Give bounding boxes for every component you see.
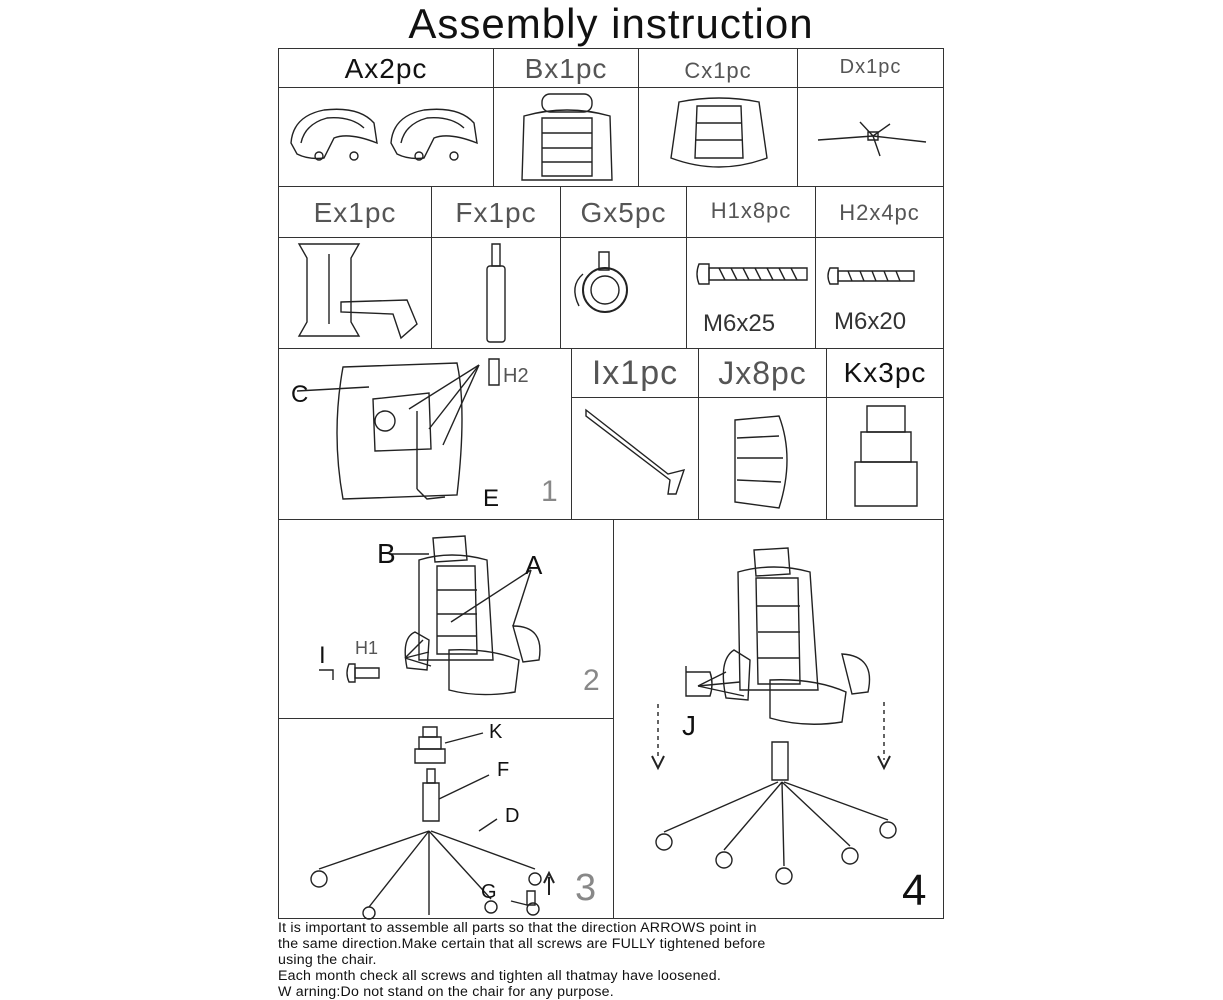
instruction-sheet — [276, 0, 946, 1000]
part-h1-label-cell — [686, 186, 816, 238]
step-2-number: 2 — [583, 664, 600, 697]
part-j-image-cell — [698, 397, 827, 520]
callout-e: E — [483, 485, 500, 512]
backrest-drawing — [494, 88, 640, 188]
part-d-label-cell — [797, 48, 944, 88]
part-c-label-cell — [638, 48, 798, 88]
callout-k: K — [489, 721, 503, 743]
part-a-image-cell — [278, 87, 494, 187]
part-k-label: Kx3pc — [843, 357, 927, 388]
gas-lift-drawing — [432, 238, 562, 350]
callout-c: C — [291, 381, 309, 408]
part-g-label-cell — [560, 186, 687, 238]
bolt-m6x20-drawing — [816, 238, 945, 308]
part-k-label-cell — [826, 348, 944, 398]
part-h2-label: H2x4pc — [839, 200, 920, 225]
caster-drawing — [561, 238, 688, 350]
page-title: Assembly instruction — [408, 0, 814, 47]
note-line-2: the same direction.Make certain that all screws are FULLY tightened before — [278, 936, 766, 952]
part-f-image-cell — [431, 237, 561, 349]
step-3-panel — [278, 718, 614, 919]
step-1-panel — [278, 348, 572, 520]
bolt-m6x25-drawing — [687, 238, 817, 308]
bolt-m6x20-size: M6x20 — [834, 308, 907, 335]
step-3-drawing — [279, 719, 615, 920]
part-i-image-cell — [571, 397, 699, 520]
seat-drawing — [639, 88, 799, 188]
base-drawing — [798, 88, 945, 188]
part-h2-label-cell — [815, 186, 944, 238]
part-a-label: Ax2pc — [344, 53, 428, 84]
part-d-label: Dx1pc — [839, 56, 902, 78]
part-i-label: Ix1pc — [591, 354, 679, 392]
allen-key-drawing — [572, 398, 700, 521]
cap-drawing — [699, 398, 828, 521]
part-g-label: Gx5pc — [580, 197, 667, 228]
step-1-number: 1 — [541, 475, 558, 508]
part-e-label-cell — [278, 186, 432, 238]
part-j-label-cell — [698, 348, 827, 398]
part-g-image-cell — [560, 237, 687, 349]
callout-h1: H1 — [355, 638, 379, 658]
callout-j: J — [682, 710, 696, 741]
part-e-label: Ex1pc — [313, 197, 397, 228]
callout-f: F — [497, 759, 510, 781]
part-d-image-cell — [797, 87, 944, 187]
part-b-image-cell — [493, 87, 639, 187]
callout-h2: H2 — [503, 365, 529, 387]
part-e-image-cell — [278, 237, 432, 349]
part-f-label: Fx1pc — [455, 197, 537, 228]
step-4-panel — [613, 519, 944, 919]
armrest-drawing — [279, 88, 495, 188]
note-line-5: W arning:Do not stand on the chair for any purpose. — [278, 984, 614, 1000]
part-b-label: Bx1pc — [524, 53, 608, 84]
step-3-number: 3 — [575, 867, 597, 909]
step-2-panel — [278, 519, 614, 719]
part-f-label-cell — [431, 186, 561, 238]
step-4-drawing — [614, 520, 945, 920]
callout-g: G — [481, 881, 497, 903]
callout-b: B — [377, 538, 396, 569]
step-2-drawing — [279, 520, 615, 720]
part-h1-image-cell — [686, 237, 816, 349]
part-h1-label: H1x8pc — [710, 198, 792, 223]
bolt-m6x25-size: M6x25 — [703, 310, 776, 337]
mechanism-drawing — [279, 238, 433, 350]
step-4-number: 4 — [902, 866, 927, 915]
spacer-drawing — [827, 398, 945, 521]
callout-d: D — [505, 805, 520, 827]
note-line-4: Each month check all screws and tighten all thatmay have loosened. — [278, 968, 722, 984]
step-1-drawing — [279, 349, 573, 521]
callout-a: A — [525, 550, 543, 580]
part-c-image-cell — [638, 87, 798, 187]
part-b-label-cell — [493, 48, 639, 88]
part-k-image-cell — [826, 397, 944, 520]
part-i-label-cell — [571, 348, 699, 398]
assembly-notes — [278, 920, 946, 1000]
note-line-1: It is important to assemble all parts so that the direction ARROWS point in — [278, 920, 757, 936]
callout-i: I — [319, 642, 326, 669]
part-j-label: Jx8pc — [718, 355, 807, 391]
note-line-3: using the chair. — [278, 952, 377, 968]
part-c-label: Cx1pc — [684, 58, 752, 83]
part-h2-image-cell — [815, 237, 944, 349]
part-a-label-cell — [278, 48, 494, 88]
